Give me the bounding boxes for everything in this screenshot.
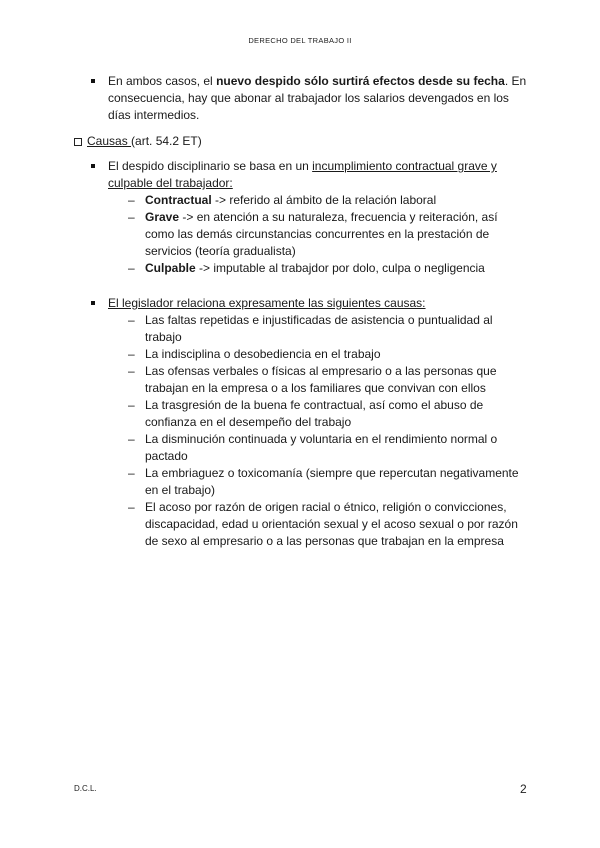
requisito-item <box>128 260 525 277</box>
causa-item <box>128 499 525 550</box>
checkbox-icon <box>74 138 82 146</box>
underlined-text: incumplimiento contractual grave y culpable del trabajador: <box>108 159 497 190</box>
causa-item <box>128 431 510 465</box>
page-header: DERECHO DEL TRABAJO II <box>248 36 352 45</box>
dash-icon: – <box>128 261 135 275</box>
text: El despido disciplinario se basa en un <box>108 159 313 173</box>
bold-text: Grave <box>145 210 180 224</box>
dash-icon: – <box>128 466 135 480</box>
causa-item <box>128 346 510 363</box>
dash-icon: – <box>128 364 135 378</box>
causa-item <box>128 397 495 431</box>
text: La trasgresión de la buena fe contractual, así como el abuso de confianza en el desempeño del trabajo <box>145 398 484 429</box>
dash-icon: – <box>128 347 135 361</box>
underlined-text: El legislador relaciona expresamente las siguientes causas: <box>108 296 426 310</box>
bold-text: Culpable <box>145 261 196 275</box>
causas-ref: (art. 54.2 ET) <box>131 134 202 148</box>
causas-label: Causas <box>87 134 132 148</box>
dash-icon: – <box>128 193 135 207</box>
dash-icon: – <box>128 500 135 514</box>
dash-icon: – <box>128 313 135 327</box>
bold-text: Contractual <box>145 193 212 207</box>
dash-icon: – <box>128 210 135 224</box>
section-causas <box>74 133 474 150</box>
text: . En consecuencia, hay que abonar al trabajador los salarios devengados en los días intermedios. <box>108 74 527 122</box>
bullet-icon <box>91 301 95 305</box>
causa-item <box>128 363 510 397</box>
causa-item <box>128 312 510 346</box>
causa-item <box>128 465 530 499</box>
bullet-icon <box>91 164 95 168</box>
paragraph-efectos <box>108 73 528 124</box>
footer-initials: D.C.L. <box>74 784 97 793</box>
dash-icon: – <box>128 398 135 412</box>
requisito-item <box>128 209 510 260</box>
text: Las ofensas verbales o físicas al empresario o a las personas que trabajan en la empresa o a los familiares que convivan con ellos <box>145 364 497 395</box>
paragraph-legislador <box>108 295 508 312</box>
text: En ambos casos, el <box>108 74 217 88</box>
page-number: 2 <box>520 782 527 796</box>
text: -> referido al ámbito de la relación laboral <box>211 193 437 207</box>
text: Las faltas repetidas e injustificadas de asistencia o puntualidad al trabajo <box>145 313 493 344</box>
dash-icon: – <box>128 432 135 446</box>
text: La disminución continuada y voluntaria en el rendimiento normal o pactado <box>145 432 498 463</box>
text: La indisciplina o desobediencia en el trabajo <box>145 347 381 361</box>
text: La embriaguez o toxicomanía (siempre que repercutan negativamente en el trabajo) <box>145 466 519 497</box>
bold-text: nuevo despido sólo surtirá efectos desde su fecha <box>216 74 505 88</box>
bullet-icon <box>91 79 95 83</box>
requisito-item <box>128 192 515 209</box>
text: -> en atención a su naturaleza, frecuencia y reiteración, así como las demás circunstancias concurrentes en la prestación de servicios (teoría gradualista) <box>145 210 498 258</box>
text: -> imputable al trabajdor por dolo, culpa o negligencia <box>195 261 485 275</box>
text: El acoso por razón de origen racial o étnico, religión o convicciones, discapacidad, edad u orientación sexual y el acoso sexual o por razón de sexo al empresario o a las personas que trabajan en la empresa <box>145 500 518 548</box>
paragraph-despido-disciplinario <box>108 158 508 192</box>
